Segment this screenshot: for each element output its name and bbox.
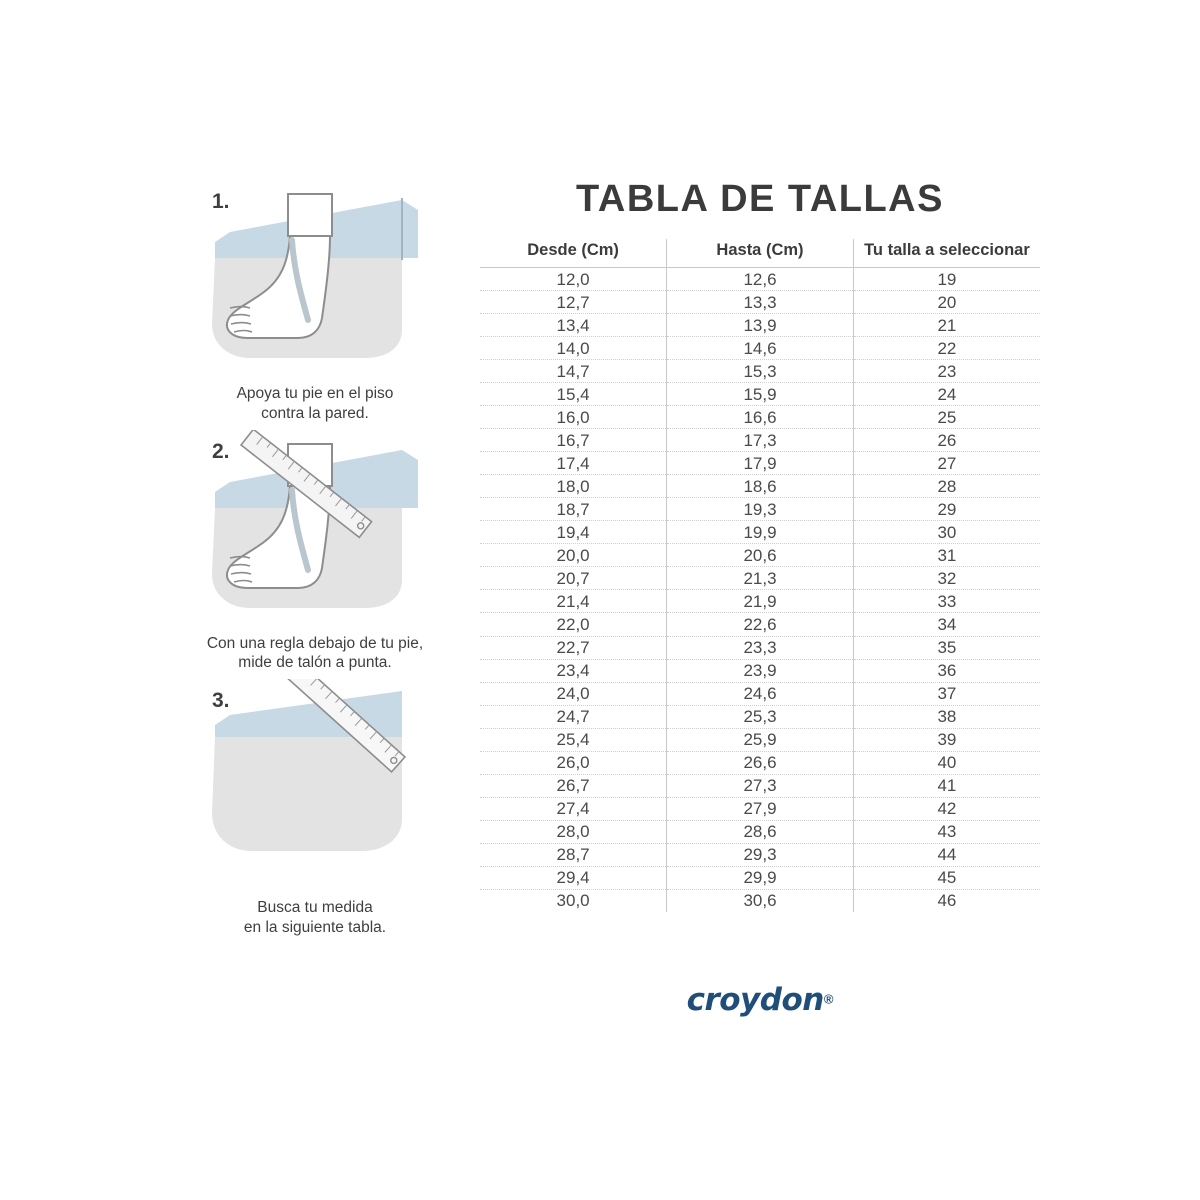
cell-desde: 22,0 bbox=[480, 613, 667, 636]
cell-talla: 31 bbox=[853, 544, 1040, 567]
table-row bbox=[480, 728, 1040, 751]
instruction-step-3 bbox=[170, 679, 460, 938]
cell-desde: 20,7 bbox=[480, 567, 667, 590]
cell-talla: 22 bbox=[853, 337, 1040, 360]
cell-hasta: 20,6 bbox=[667, 544, 854, 567]
table-row bbox=[480, 567, 1040, 590]
cell-talla: 27 bbox=[853, 452, 1040, 475]
size-table-body bbox=[480, 268, 1040, 912]
cell-talla: 44 bbox=[853, 843, 1040, 866]
table-row bbox=[480, 498, 1040, 521]
column-header-talla: Tu talla a seleccionar bbox=[853, 239, 1040, 268]
brand-registered-mark: ® bbox=[823, 991, 834, 1007]
cell-talla: 40 bbox=[853, 751, 1040, 774]
table-row bbox=[480, 889, 1040, 912]
cell-talla: 37 bbox=[853, 682, 1040, 705]
step-2-caption-line1: Con una regla debajo de tu pie, bbox=[206, 634, 424, 652]
cell-talla: 45 bbox=[853, 866, 1040, 889]
brand-name: croydon bbox=[686, 982, 824, 1018]
table-row bbox=[480, 636, 1040, 659]
table-row bbox=[480, 291, 1040, 314]
table-row bbox=[480, 521, 1040, 544]
step-2-caption-line2: mide de talón a punta. bbox=[238, 654, 392, 672]
cell-talla: 35 bbox=[853, 636, 1040, 659]
cell-talla: 41 bbox=[853, 774, 1040, 797]
cell-hasta: 27,9 bbox=[667, 797, 854, 820]
table-row bbox=[480, 751, 1040, 774]
page-title: TABLA DE TALLAS bbox=[576, 178, 944, 220]
cell-hasta: 15,9 bbox=[667, 383, 854, 406]
cell-talla: 28 bbox=[853, 475, 1040, 498]
table-row bbox=[480, 613, 1040, 636]
cell-hasta: 13,9 bbox=[667, 314, 854, 337]
cell-hasta: 29,9 bbox=[667, 866, 854, 889]
cell-talla: 20 bbox=[853, 291, 1040, 314]
cell-desde: 20,0 bbox=[480, 544, 667, 567]
table-row bbox=[480, 682, 1040, 705]
table-row bbox=[480, 797, 1040, 820]
cell-hasta: 25,3 bbox=[667, 705, 854, 728]
cell-talla: 26 bbox=[853, 429, 1040, 452]
cell-hasta: 13,3 bbox=[667, 291, 854, 314]
cell-talla: 24 bbox=[853, 383, 1040, 406]
cell-talla: 33 bbox=[853, 590, 1040, 613]
cell-talla: 46 bbox=[853, 889, 1040, 912]
column-header-hasta: Hasta (Cm) bbox=[667, 239, 854, 268]
step-3-caption-line2: en la siguiente tabla. bbox=[243, 919, 387, 937]
cell-hasta: 23,3 bbox=[667, 636, 854, 659]
cell-hasta: 12,6 bbox=[667, 268, 854, 291]
step-1-caption-line2: contra la pared. bbox=[261, 404, 369, 422]
cell-talla: 36 bbox=[853, 659, 1040, 682]
table-row bbox=[480, 544, 1040, 567]
cell-hasta: 19,9 bbox=[667, 521, 854, 544]
table-row bbox=[480, 590, 1040, 613]
table-row bbox=[480, 268, 1040, 291]
table-row bbox=[480, 475, 1040, 498]
cell-talla: 34 bbox=[853, 613, 1040, 636]
cell-hasta: 29,3 bbox=[667, 843, 854, 866]
cell-hasta: 23,9 bbox=[667, 659, 854, 682]
instruction-step-2 bbox=[170, 430, 460, 674]
table-row bbox=[480, 843, 1040, 866]
size-table-section bbox=[480, 178, 1040, 912]
cell-desde: 28,0 bbox=[480, 820, 667, 843]
cell-hasta: 17,9 bbox=[667, 452, 854, 475]
cell-hasta: 19,3 bbox=[667, 498, 854, 521]
cell-desde: 22,7 bbox=[480, 636, 667, 659]
cell-desde: 16,0 bbox=[480, 406, 667, 429]
cell-desde: 24,7 bbox=[480, 705, 667, 728]
cell-desde: 19,4 bbox=[480, 521, 667, 544]
cell-desde: 17,4 bbox=[480, 452, 667, 475]
cell-desde: 14,7 bbox=[480, 360, 667, 383]
step-3-caption-line1: Busca tu medida bbox=[257, 899, 373, 917]
table-row bbox=[480, 774, 1040, 797]
cell-desde: 28,7 bbox=[480, 843, 667, 866]
cell-desde: 15,4 bbox=[480, 383, 667, 406]
cell-talla: 43 bbox=[853, 820, 1040, 843]
cell-desde: 16,7 bbox=[480, 429, 667, 452]
step-1-caption bbox=[170, 384, 460, 424]
column-header-desde: Desde (Cm) bbox=[480, 239, 667, 268]
cell-talla: 30 bbox=[853, 521, 1040, 544]
cell-talla: 19 bbox=[853, 268, 1040, 291]
cell-hasta: 21,3 bbox=[667, 567, 854, 590]
cell-desde: 25,4 bbox=[480, 728, 667, 751]
cell-hasta: 26,6 bbox=[667, 751, 854, 774]
cell-desde: 24,0 bbox=[480, 682, 667, 705]
instruction-steps bbox=[170, 180, 460, 944]
cell-desde: 18,7 bbox=[480, 498, 667, 521]
cell-desde: 13,4 bbox=[480, 314, 667, 337]
cell-desde: 23,4 bbox=[480, 659, 667, 682]
cell-hasta: 21,9 bbox=[667, 590, 854, 613]
size-table bbox=[480, 239, 1040, 912]
cell-hasta: 25,9 bbox=[667, 728, 854, 751]
table-row bbox=[480, 360, 1040, 383]
table-row bbox=[480, 659, 1040, 682]
cell-desde: 30,0 bbox=[556, 891, 590, 911]
cell-talla: 38 bbox=[853, 705, 1040, 728]
table-row bbox=[480, 406, 1040, 429]
step-3-caption bbox=[170, 898, 460, 938]
cell-talla: 39 bbox=[853, 728, 1040, 751]
cell-talla: 29 bbox=[853, 498, 1040, 521]
table-row bbox=[480, 820, 1040, 843]
cell-hasta: 18,6 bbox=[667, 475, 854, 498]
cell-hasta: 30,6 bbox=[667, 889, 854, 912]
size-table-head bbox=[480, 239, 1040, 268]
cell-desde: 18,0 bbox=[480, 475, 667, 498]
cell-hasta: 17,3 bbox=[667, 429, 854, 452]
brand-logo bbox=[480, 982, 1040, 1018]
cell-hasta: 28,6 bbox=[667, 820, 854, 843]
cell-talla: 21 bbox=[853, 314, 1040, 337]
table-row bbox=[480, 866, 1040, 889]
step-1-number: 1. bbox=[212, 190, 230, 213]
table-row bbox=[480, 429, 1040, 452]
cell-desde: 14,0 bbox=[480, 337, 667, 360]
step-3-number: 3. bbox=[212, 689, 230, 713]
cell-desde: 29,4 bbox=[480, 866, 667, 889]
table-row bbox=[480, 705, 1040, 728]
table-row bbox=[480, 337, 1040, 360]
cell-desde: 26,0 bbox=[480, 751, 667, 774]
instruction-step-1 bbox=[170, 180, 460, 424]
table-row bbox=[480, 452, 1040, 475]
step-1-caption-line1: Apoya tu pie en el piso bbox=[236, 385, 394, 402]
table-row bbox=[480, 314, 1040, 337]
cell-hasta: 27,3 bbox=[667, 774, 854, 797]
cell-hasta: 14,6 bbox=[667, 337, 854, 360]
cell-talla: 23 bbox=[853, 360, 1040, 383]
cell-hasta: 22,6 bbox=[667, 613, 854, 636]
step-2-number: 2. bbox=[212, 439, 230, 463]
cell-hasta: 16,6 bbox=[667, 406, 854, 429]
cell-hasta: 24,6 bbox=[667, 682, 854, 705]
cell-desde: 12,7 bbox=[480, 291, 667, 314]
table-header-row bbox=[480, 239, 1040, 268]
cell-hasta: 15,3 bbox=[667, 360, 854, 383]
table-row bbox=[480, 383, 1040, 406]
cell-talla: 25 bbox=[853, 406, 1040, 429]
cell-talla: 42 bbox=[853, 797, 1040, 820]
cell-desde: 21,4 bbox=[480, 590, 667, 613]
cell-desde: 27,4 bbox=[480, 797, 667, 820]
cell-desde: 12,0 bbox=[480, 268, 667, 291]
cell-desde: 26,7 bbox=[480, 774, 667, 797]
cell-talla: 32 bbox=[853, 567, 1040, 590]
